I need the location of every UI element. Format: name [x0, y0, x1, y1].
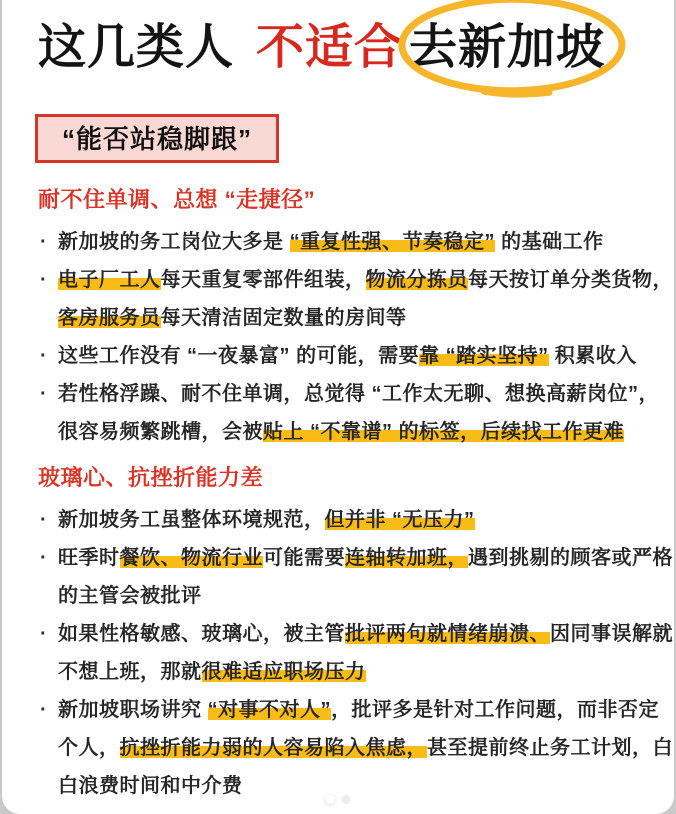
- body-text: ，批评多是针对工作问题，而非否定: [331, 699, 660, 721]
- highlighted-text: 客房服务员: [58, 307, 161, 329]
- carousel-dots: [326, 795, 351, 804]
- body-text: 旺季时: [58, 547, 120, 569]
- bullet-dot-icon: ·: [40, 547, 48, 569]
- bullet-line-continued: [38, 413, 654, 451]
- bullet-line: [38, 261, 673, 299]
- bullet-line: [38, 223, 654, 261]
- section-heading: 玻璃心、抗挫折能力差: [38, 465, 264, 490]
- bullet-dot-icon: ·: [40, 345, 48, 367]
- body-text: 新加坡务工虽整体环境规范，: [58, 509, 325, 531]
- highlighted-text: 抗挫折能力弱的人容易陷入焦虑，: [119, 737, 427, 759]
- bullet-dot-icon: ·: [40, 699, 48, 721]
- highlighted-text: 但并非 “无压力”: [324, 509, 475, 531]
- highlighted-text: “对事不对人”: [207, 699, 332, 721]
- body-text: 每天重复零部件组装，: [160, 269, 366, 291]
- bullet-dot-icon: ·: [40, 231, 48, 253]
- body-text: 的基础工作: [495, 231, 604, 253]
- title-part-red: 不适合: [256, 21, 404, 74]
- body-text: 不想上班，那就: [58, 661, 202, 683]
- body-text: 每天清洁固定数量的房间等: [160, 307, 407, 329]
- bullet-dot-icon: ·: [40, 623, 48, 645]
- body-text: 新加坡职场讲究: [58, 699, 208, 721]
- body-text: 个人，: [58, 737, 120, 759]
- bullet-dot-icon: ·: [40, 269, 48, 291]
- bullet-line-continued: [38, 299, 654, 337]
- bullet-line-continued: [38, 729, 673, 767]
- highlighted-text: 电子厂工人: [58, 269, 161, 291]
- body-text: 甚至提前终止务工计划，白: [427, 737, 673, 759]
- bullet-line: [38, 375, 660, 413]
- bullet-line-continued: [38, 577, 654, 615]
- bullet-list: [38, 223, 673, 451]
- topic-badge: “能否站稳脚跟”: [35, 114, 279, 163]
- bullet-line: [38, 691, 660, 729]
- body-text: 白浪费时间和中介费: [58, 775, 243, 797]
- carousel-dot: [342, 795, 351, 804]
- poster-card: [2, 0, 674, 814]
- highlighted-text: 很难适应职场压力: [201, 661, 366, 683]
- bullet-dot-icon: ·: [40, 383, 48, 405]
- highlighted-text: 餐饮、物流行业: [119, 547, 263, 569]
- page-title: [2, 0, 674, 80]
- body-text: 可能需要: [263, 547, 345, 569]
- highlighted-text: 贴上 “不靠谱” 的标签，后续找工作更难: [263, 421, 625, 443]
- bullet-line-continued: [38, 653, 654, 691]
- body-text: 的主管会被批评: [58, 585, 202, 607]
- body-text: 这些工作没有 “一夜暴富” 的可能，需要: [58, 345, 420, 367]
- body-text: 因同事误解就: [550, 623, 673, 645]
- body-text: 若性格浮躁、耐不住单调，总觉得 “工作太无聊、想换高薪岗位”，: [58, 383, 660, 405]
- bullet-list: [38, 501, 673, 805]
- highlighted-text: 连轴转加班，: [345, 547, 468, 569]
- body-text: 遇到挑剔的顾客或严格: [468, 547, 673, 569]
- bullet-line: [38, 615, 673, 653]
- bullet-line: [38, 539, 673, 577]
- title-part-black-1: 这几类人: [38, 21, 235, 74]
- body-text: 如果性格敏感、玻璃心，被主管: [58, 623, 345, 645]
- bullet-line: [38, 501, 654, 539]
- body-text: 新加坡的务工岗位大多是: [58, 231, 290, 253]
- sections: [2, 185, 674, 805]
- highlighted-text: 物流分拣员: [365, 269, 468, 291]
- highlighted-text: 靠 “踏实坚持”: [419, 345, 549, 367]
- highlighted-text: 批评两句就情绪崩溃、: [345, 623, 550, 645]
- title-part-black-2: 去新加坡: [409, 21, 606, 74]
- highlighted-text: “重复性强、节奏稳定”: [289, 231, 496, 253]
- body-text: 每天按订单分类货物，: [468, 269, 673, 291]
- bullet-line: [38, 337, 654, 375]
- body-text: 很容易频繁跳槽，会被: [58, 421, 263, 443]
- body-text: 积累收入: [548, 345, 637, 367]
- bullet-dot-icon: ·: [40, 509, 48, 531]
- title-circled-phrase: [403, 16, 611, 80]
- section-heading: 耐不住单调、总想 “走捷径”: [38, 187, 316, 212]
- carousel-dot-active: [326, 795, 335, 804]
